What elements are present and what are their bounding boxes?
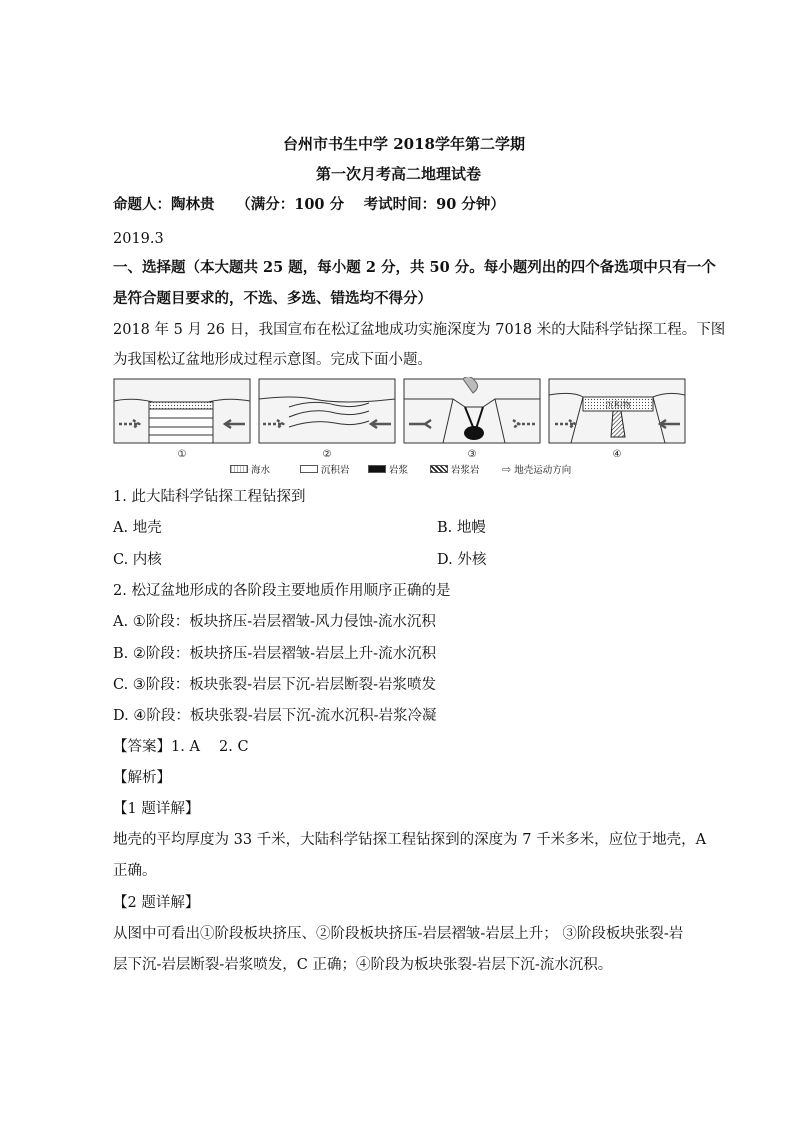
q1-analysis-line1: 地壳的平均厚度为 33 千米，大陆科学钻探工程钻探到的深度为 7 千米多米，应位于地壳，A [113, 832, 707, 848]
panel-3-label: ③ [467, 449, 477, 460]
legend-seawater-label: 海水 [251, 465, 271, 476]
exam-title: 第一次月考高二地理试卷 [316, 165, 482, 183]
intro-line2: 为我国松辽盆地形成过程示意图。完成下面小题。 [113, 352, 432, 368]
q2-option-a: A. ①阶段：板块挤压-岩层褶皱-风力侵蚀-流水沉积 [113, 614, 436, 630]
q1-option-d: D. 外核 [437, 552, 487, 568]
q2-option-d: D. ④阶段：板块张裂-岩层下沉-流水沉积-岩浆冷凝 [113, 708, 437, 724]
legend-sedimentary-label: 沉积岩 [321, 465, 350, 476]
exam-meta: 命题人：陶林贵 （满分：100 分 考试时间：90 分钟） [113, 196, 505, 213]
q2-analysis-line2: 层下沉-岩层断裂-岩浆喷发，C 正确；④阶段为板块张裂-岩层下沉-流水沉积。 [113, 957, 613, 973]
q1-stem: 1. 此大陆科学钻探工程钻探到 [113, 489, 306, 505]
intro-line1: 2018 年 5 月 26 日，我国宣布在松辽盆地成功实施深度为 7018 米的大陆科学钻探工程。下图 [113, 322, 726, 338]
panel-2-diagram [259, 379, 395, 443]
legend-magma [368, 462, 408, 476]
q2-analysis-heading: 【2 题详解】 [113, 895, 200, 911]
igneous-swatch-icon [430, 465, 448, 473]
q1-analysis-heading: 【1 题详解】 [113, 801, 200, 817]
legend-igneous-label: 岩浆岩 [451, 465, 480, 476]
sedimentary-swatch-icon [300, 465, 318, 473]
panel-1-diagram [114, 379, 250, 443]
q2-option-b: B. ②阶段：板块挤压-岩层褶皱-岩层上升-流水沉积 [113, 646, 437, 662]
panel-3-diagram [404, 377, 540, 443]
crust-movement-arrow-icon: ⇨ [502, 462, 512, 476]
legend-crust-movement [502, 462, 571, 476]
legend-magma-label: 岩浆 [389, 465, 409, 476]
legend-seawater [230, 462, 270, 476]
magma-swatch-icon [368, 465, 386, 473]
seawater-swatch-icon [230, 465, 248, 473]
panel-4-label: 沉积物 [605, 401, 631, 411]
panel-2-label: ② [322, 449, 332, 460]
q2-stem: 2. 松辽盆地形成的各阶段主要地质作用顺序正确的是 [113, 583, 451, 599]
analysis-heading: 【解析】 [113, 770, 171, 786]
q2-option-c: C. ③阶段：板块张裂-岩层下沉-岩层断裂-岩浆喷发 [113, 677, 436, 693]
legend-igneous [430, 462, 480, 476]
q1-analysis-line2: 正确。 [113, 863, 157, 879]
q2-analysis-line1: 从图中可看出①阶段板块挤压、②阶段板块挤压-岩层褶皱-岩层上升； ③阶段板块张裂-岩 [113, 926, 684, 942]
section-heading-line1: 一、选择题（本大题共 25 题，每小题 2 分，共 50 分。每小题列出的四个备选项中只有一个 [113, 259, 716, 276]
q1-option-a: A. 地壳 [113, 520, 162, 536]
q1-option-c: C. 内核 [113, 552, 162, 568]
panel-1-label: ① [177, 449, 187, 460]
panel-4-diagram [549, 379, 685, 443]
legend-crust-movement-label: 地壳运动方向 [514, 465, 572, 476]
school-line: 台州市书生中学 2018学年第二学期 [283, 135, 525, 153]
section-heading-line2: 是符合题目要求的，不选、多选、错选均不得分） [113, 290, 432, 307]
q1-option-b: B. 地幔 [437, 520, 486, 536]
legend-sedimentary [300, 462, 350, 476]
exam-date: 2019.3 [113, 231, 164, 247]
panel-4-label-number: ④ [612, 449, 622, 460]
answer-line: 【答案】1. A 2. C [113, 739, 249, 755]
